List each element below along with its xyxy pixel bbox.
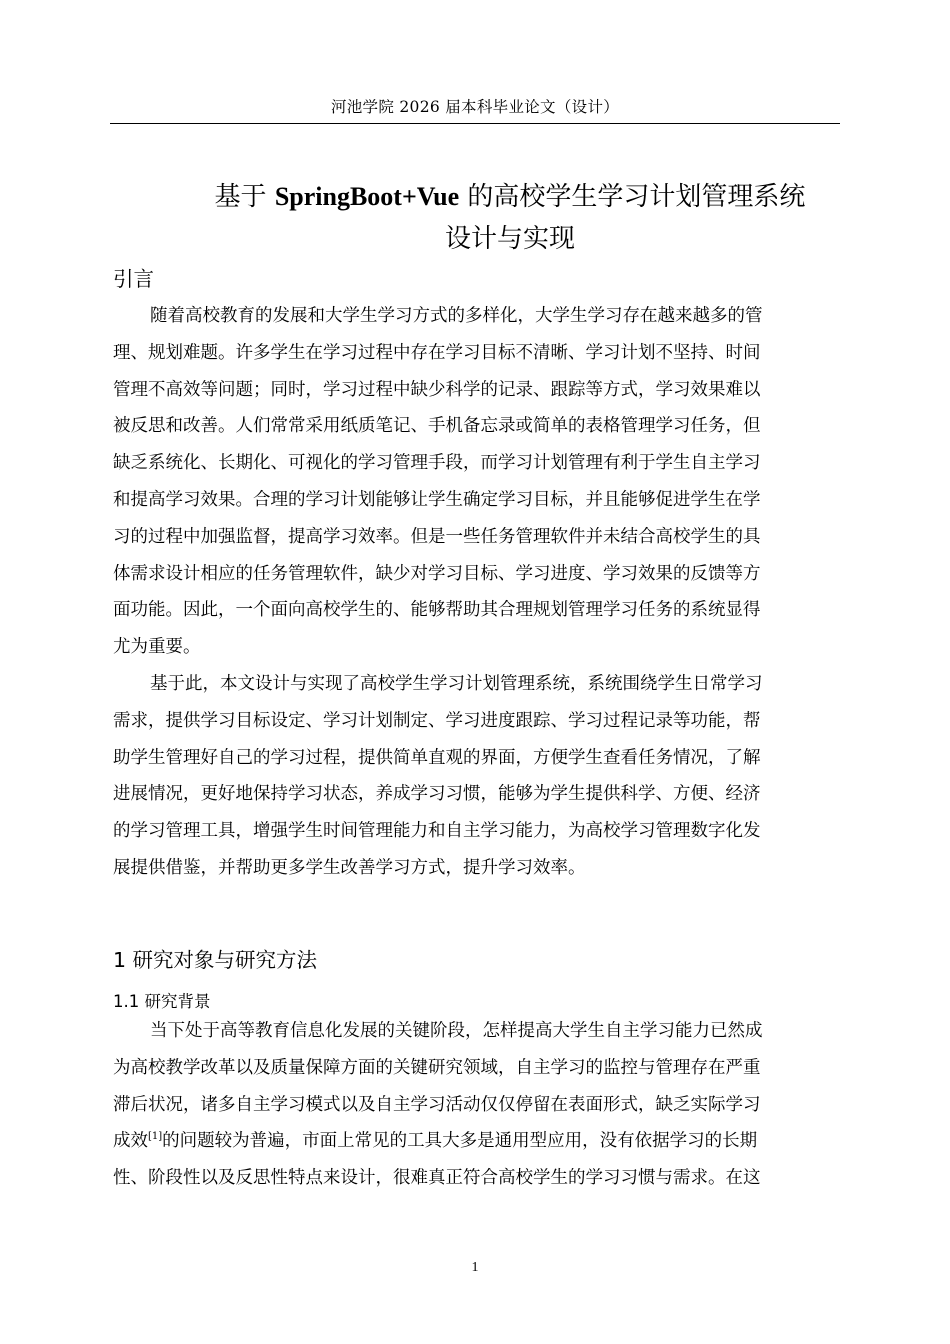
header-rule [110, 123, 840, 124]
title-latin: SpringBoot+Vue [274, 182, 460, 211]
section-1-heading: 1 研究对象与研究方法 [113, 948, 318, 972]
text-line: 管理不高效等问题；同时，学习过程中缺少科学的记录、跟踪等方式，学习效果难以 [113, 379, 761, 400]
intro-paragraph-2 [113, 666, 825, 887]
text-line: 性、阶段性以及反思性特点来设计，很难真正符合高校学生的学习习惯与需求。在这 [113, 1168, 761, 1189]
section-1-1-heading: 1.1 研究背景 [113, 992, 211, 1011]
text-line: 理、规划难题。许多学生在学习过程中存在学习目标不清晰、学习计划不坚持、时间 [113, 342, 761, 363]
text-line: 面功能。因此，一个面向高校学生的、能够帮助其合理规划管理学习任务的系统显得 [113, 600, 761, 621]
citation-marker[interactable]: [1] [148, 1131, 163, 1143]
page-number: 1 [471, 1260, 479, 1275]
text-line: 体需求设计相应的任务管理软件，缺少对学习目标、学习进度、学习效果的反馈等方 [113, 563, 761, 584]
paper-title [150, 176, 870, 260]
text-line [113, 1123, 825, 1160]
text-line: 缺乏系统化、长期化、可视化的学习管理手段，而学习计划管理有利于学生自主学习 [113, 453, 761, 474]
text-line: 的学习管理工具，增强学生时间管理能力和自主学习能力，为高校学习管理数字化发 [113, 821, 761, 842]
text-run: 成效 [113, 1131, 148, 1152]
title-prefix: 基于 [214, 182, 275, 212]
section-1-1-paragraph [113, 1013, 825, 1197]
text-line: 被反思和改善。人们常常采用纸质笔记、手机备忘录或简单的表格管理学习任务，但 [113, 416, 761, 437]
title-line-1 [150, 176, 870, 218]
text-line: 当下处于高等教育信息化发展的关键阶段，怎样提高大学生自主学习能力已然成 [150, 1021, 763, 1041]
text-line: 和提高学习效果。合理的学习计划能够让学生确定学习目标，并且能够促进学生在学 [113, 489, 761, 510]
title-suffix: 的高校学生学习计划管理系统 [459, 182, 806, 212]
title-line-2: 设计与实现 [444, 224, 575, 254]
text-line: 助学生管理好自己的学习过程，提供简单直观的界面，方便学生查看任务情况，了解 [113, 747, 761, 768]
text-line: 尤为重要。 [113, 637, 201, 658]
text-line: 基于此，本文设计与实现了高校学生学习计划管理系统，系统围绕学生日常学习 [150, 674, 763, 694]
text-line: 为高校教学改革以及质量保障方面的关键研究领域，自主学习的监控与管理存在严重 [113, 1057, 761, 1078]
intro-heading: 引言 [113, 267, 154, 291]
text-line: 进展情况，更好地保持学习状态，养成学习习惯，能够为学生提供科学、方便、经济 [113, 784, 761, 805]
text-line: 习的过程中加强监督，提高学习效率。但是一些任务管理软件并未结合高校学生的具 [113, 526, 761, 547]
text-line: 滞后状况，诸多自主学习模式以及自主学习活动仅仅停留在表面形式，缺乏实际学习 [113, 1094, 761, 1115]
text-line: 随着高校教育的发展和大学生学习方式的多样化，大学生学习存在越来越多的管 [150, 306, 763, 326]
text-line: 展提供借鉴，并帮助更多学生改善学习方式，提升学习效率。 [113, 857, 586, 878]
running-header: 河池学院 2026 届本科毕业论文（设计） [330, 98, 620, 116]
intro-paragraph-1 [113, 298, 825, 666]
text-run: 的问题较为普遍，市面上常见的工具大多是通用型应用，没有依据学习的长期 [162, 1131, 758, 1152]
text-line: 需求，提供学习目标设定、学习计划制定、学习进度跟踪、学习过程记录等功能，帮 [113, 710, 761, 731]
